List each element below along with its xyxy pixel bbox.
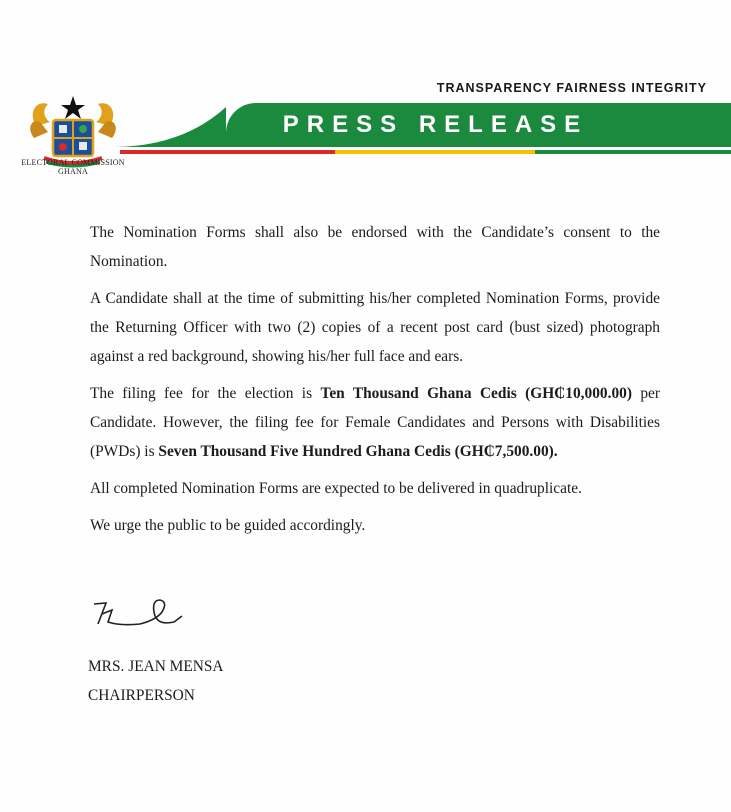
banner-swoosh [112,103,226,147]
banner-title: PRESS RELEASE [282,111,589,138]
release-body [90,218,660,548]
stripe-green [535,150,731,154]
signature-icon [90,594,190,634]
stripe-yellow [335,150,535,154]
signatory-block [88,652,224,710]
signatory-name: MRS. JEAN MENSA [88,658,224,675]
organization-name-line2: GHANA [58,167,88,176]
organization-name-line1: ELECTORAL COMMISSION [21,158,125,167]
paragraph-guidance: We urge the public to be guided accordingly. [90,517,366,534]
paragraph-photograph: A Candidate shall at the time of submitting his/her completed Nomination Forms, provide the Returning Officer with two (2) copies of a recent post card (bust sized) photograph against a red background, showing his/her full face and ears. [90,290,660,365]
paragraph-consent: The Nomination Forms shall also be endorsed with the Candidate’s consent to the Nomination. [90,224,660,270]
paragraph-filing-fee [90,379,660,466]
organization-name [14,158,132,176]
stripe-red [120,150,335,154]
motto: TRANSPARENCY FAIRNESS INTEGRITY [436,81,707,95]
filing-fee-amount-reduced: Seven Thousand Five Hundred Ghana Cedis (GH₵7,500.00). [158,443,558,460]
filing-fee-text-1: The filing fee for the election is [90,385,321,402]
filing-fee-amount-general: Ten Thousand Ghana Cedis (GH₵10,000.00) [320,385,632,402]
filing-fee-text-2: per Candidate. However, the filing fee for Female Candidates and Persons with Disabilities (PWDs) is [90,385,661,460]
paragraph-quadruplicate: All completed Nomination Forms are expected to be delivered in quadruplicate. [90,480,582,497]
signatory-title: CHAIRPERSON [88,687,195,704]
letterhead [0,70,731,180]
